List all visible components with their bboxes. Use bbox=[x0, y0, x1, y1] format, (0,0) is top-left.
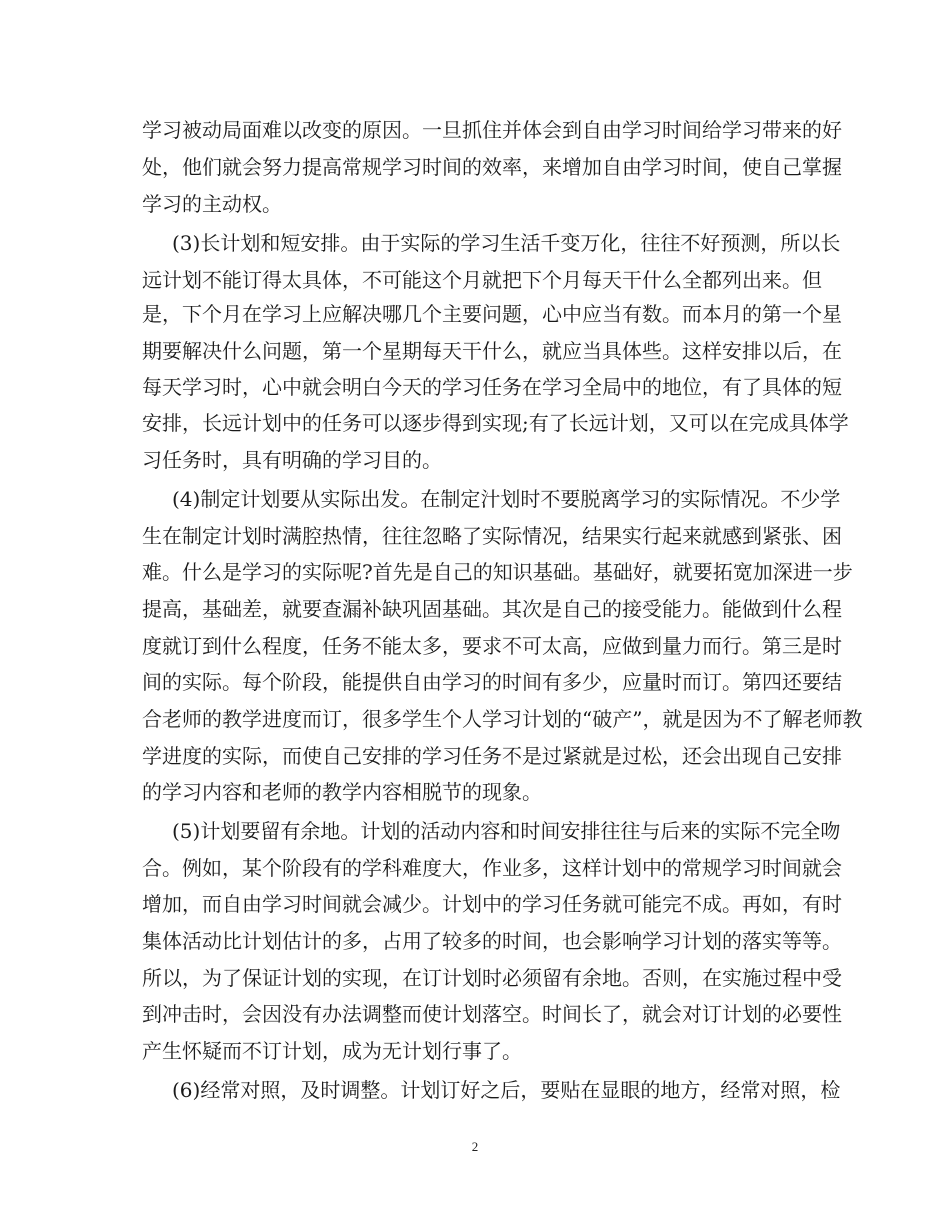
text-line: 处，他们就会努力提高常规学习时间的效率，来增加自由学习时间，使自己掌握 bbox=[142, 155, 842, 179]
text-line: 安排，长远计划中的任务可以逐步得到实现;有了长远计划，又可以在完成具体学 bbox=[142, 411, 849, 435]
text-line: 产生怀疑而不订计划，成为无计划行事了。 bbox=[142, 1039, 522, 1063]
text-line: 生在制定计划时满腔热情，往往忽略了实际情况，结果实行起来就感到紧张、困 bbox=[142, 524, 842, 548]
text-line: 度就订到什么程度，任务不能太多，要求不可太高，应做到量力而行。第三是时 bbox=[142, 634, 842, 658]
text-line: 的学习内容和老师的教学内容相脱节的现象。 bbox=[142, 780, 542, 804]
text-line: 学习被动局面难以改变的原因。一旦抓住并体会到自由学习时间给学习带来的好 bbox=[142, 118, 842, 142]
text-line: 每天学习时，心中就会明白今天的学习任务在学习全局中的地位，有了具体的短 bbox=[142, 375, 842, 399]
text-line: 难。什么是学习的实际呢?首先是自己的知识基础。基础好，就要拓宽加深进一步 bbox=[142, 560, 853, 584]
text-line: 学进度的实际，而使自己安排的学习任务不是过紧就是过松，还会出现自己安排 bbox=[142, 744, 842, 768]
text-line: 合。例如，某个阶段有的学科难度大，作业多，这样计划中的常规学习时间就会 bbox=[142, 856, 842, 880]
text-line: 所以，为了保证计划的实现，在订计划时必须留有余地。否则，在实施过程中受 bbox=[142, 966, 842, 990]
text-line: 远计划不能订得太具体，不可能这个月就把下个月每天干什么全都列出来。但 bbox=[142, 268, 822, 292]
paragraph-6-start: (6)经常对照，及时调整。计划订好之后，要贴在显眼的地方，经常对照，检 bbox=[172, 1078, 841, 1102]
paragraph-4-start: (4)制定计划要从实际出发。在制定汁划时不要脱离学习的实际情况。不少学 bbox=[172, 487, 841, 511]
text-line: 合老师的教学进度而订，很多学生个人学习计划的“破产”，就是因为不了解老师教 bbox=[142, 707, 863, 731]
text-line: 学习的主动权。 bbox=[142, 192, 282, 216]
text-line: 集体活动比计划估计的多，占用了较多的时间，也会影响学习计划的落实等等。 bbox=[142, 929, 842, 953]
text-line: 习任务时，具有明确的学习目的。 bbox=[142, 448, 442, 472]
text-line: 间的实际。每个阶段，能提供自由学习的时间有多少，应量时而订。第四还要结 bbox=[142, 670, 842, 694]
text-line: 是，下个月在学习上应解决哪几个主要问题，心中应当有数。而本月的第一个星 bbox=[142, 302, 842, 326]
text-line: 到冲击时，会因没有办法调整而使计划落空。时间长了，就会对订计划的必要性 bbox=[142, 1002, 842, 1026]
text-line: 提高，基础差，就要查漏补缺巩固基础。其次是自己的接受能力。能做到什么程 bbox=[142, 597, 842, 621]
text-line: 增加，而自由学习时间就会减少。计划中的学习任务就可能完不成。再如，有时 bbox=[142, 892, 842, 916]
page-number: 2 bbox=[471, 1139, 479, 1154]
paragraph-3-start: (3)长计划和短安排。由于实际的学习生活千变万化，往往不好预测，所以长 bbox=[172, 231, 841, 255]
text-line: 期要解决什么问题，第一个星期每天干什么，就应当具体些。这样安排以后，在 bbox=[142, 339, 842, 363]
paragraph-5-start: (5)计划要留有余地。计划的活动内容和时间安排往往与后来的实际不完全吻 bbox=[172, 819, 841, 843]
